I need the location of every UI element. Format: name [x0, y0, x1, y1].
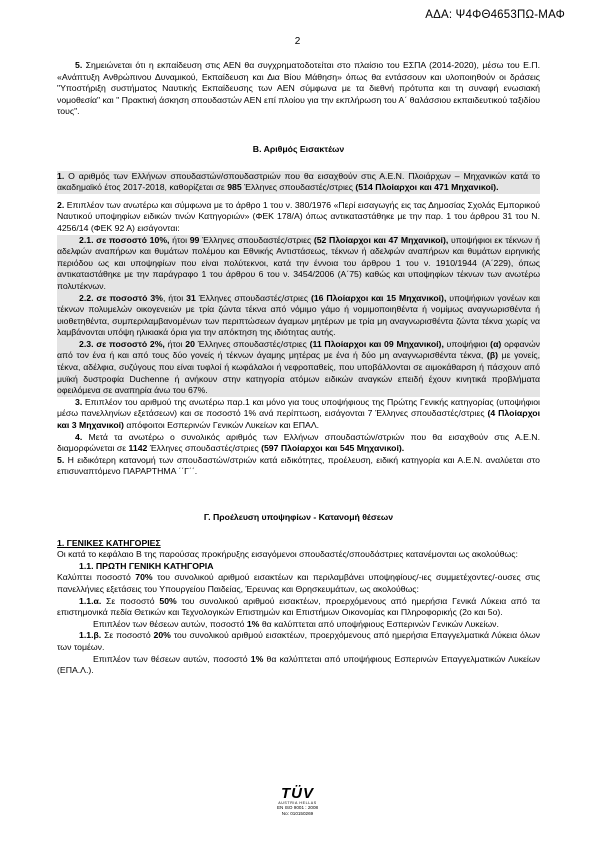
page-number: 2	[294, 36, 301, 47]
section-b-item-5: 5. Η ειδικότερη κατανομή των σπουδαστών/στριών κατά ειδικότητες, προέλευση, ειδική κατηγορία και Α.Ε.Ν. αναλύεται στο επισυναπτόμενο ΠΑΡΑΡΤΗΜΑ ΄΄Γ΄΄.	[57, 454, 541, 477]
ada-code: ΑΔΑ: Ψ4ΦΘ4653ΠΩ-ΜΑΦ	[425, 9, 565, 21]
category-1-1-b: 1.1.β. Σε ποσοστό 20% του συνολικού αριθμού εισακτέων, προερχόμενους από ημερήσια Επαγγελματικά Λύκεια όλων των τομέων.	[57, 630, 540, 652]
section-g-title: Γ. Προέλευση υποψηφίων - Κατανομή θέσεων	[203, 512, 394, 522]
certificate-number: No: 010150269	[281, 811, 314, 816]
general-categories-heading: 1. ΓΕΝΙΚΕΣ ΚΑΤΗΓΟΡΙΕΣ	[57, 537, 161, 548]
paragraph-5: 5. Σημειώνεται ότι η εκπαίδευση στις ΑΕΝ θα συγχρηματοδοτείται στο πλαίσιο του ΕΣΠΑ (2014-2020), μέσω του Ε.Π. «Ανάπτυξη Ανθρώπινου Δυναμικού, Εκπαίδευση και Δια Βίου Μάθηση» όπως θα εντάσσουν και υλοποιηθούν οι δράσεις "Υποστήριξη συστήματος Ναυτικής Εκπαίδευσης των ΑΕΝ σύμφωνα με τα διεθνή πρότυπα και τη συναφή ενωσιακή νομοθεσία" και " Πρακτική άσκηση σπουδαστών ΑΕΝ επί πλοίου για την εκπλήρωση του Α΄ θαλάσσιου εκπαιδευτικού ταξιδίου τους".	[57, 60, 540, 117]
section-b-item-1: 1. Ο αριθμός των Ελλήνων σπουδαστών/σπουδαστριών που θα εισαχθούν στις Α.Ε.Ν. Πλοιάρχων – Μηχανικών κατά το ακαδημαϊκό έτος 2017-2018, καθορίζεται σε 985 Έλληνες σπουδαστές/στριες (514 Πλοίαρχοι και 471 Μηχανικοί).	[57, 170, 540, 193]
section-b-item-4: 4. Μετά τα ανωτέρω ο συνολικός αριθμός των Ελλήνων σπουδαστών/στριών που θα εισαχθούν στις Α.Ε.Ν. διαμορφώνεται σε 1142 Έλληνες σπουδαστές/στριες (597 Πλοίαρχοι και 545 Μηχανικοί).	[57, 431, 540, 454]
document-body	[57, 60, 540, 677]
section-b-item-2-2: 2.2. σε ποσοστό 3%, ήτοι 31 Έλληνες σπουδαστές/στριες (16 Πλοίαρχοι και 15 Μηχανικοί), υποψήφιων γονέων και τέκνων πολυμελών οικογενειών με τρία ζώντα τέκνα από νόμιμο γάμο ή νομιμοποιηθέντα ή νομίμως αναγνωρισθέντα ή υιοθετηθέντα, συμπεριλαμβανομένων των περιπτώσεων άγαμων μητέρων με τρία μη αναγνωρισθέντα ζώντα τέκνα χωρίς να λαμβάνονται υπόψη ηλικιακά όρια για την απόκτηση της ιδιότητας αυτής.	[57, 292, 540, 338]
category-1-1-b-extra: Επιπλέον των θέσεων αυτών, ποσοστό 1% θα καλύπτεται από υποψήφιους Εσπερινών Επαγγελματικών Λυκείων (ΕΠΑ.Λ.).	[57, 653, 540, 676]
section-g-intro: Οι κατά το κεφάλαιο Β της παρούσας προκήρυξης εισαγόμενοι σπουδαστές/σπουδάστριες κατανέμονται ως ακολούθως:	[57, 549, 518, 560]
tuv-logo-subtitle: AUSTRIA HELLAS	[278, 801, 317, 805]
category-1-1-a-extra: Επιπλέον των θέσεων αυτών, ποσοστό 1% θα καλύπτεται από υποψήφιους Εσπερινών Γενικών Λυκείων.	[93, 618, 499, 629]
iso-certificate: EN ISO 9001 : 2008	[276, 805, 319, 810]
section-b-item-3: 3. Επιπλέον του αριθμού της ανωτέρω παρ.1 και μόνο για τους υποψήφιους της Πρώτης Γενικής κατηγορίας (υποψήφιοι μέσω πανελληνίων εξετάσεων) και σε ποσοστό 1% ανά περίπτωση, εισάγονται 7 Έλληνες σπουδαστές/στριες (4 Πλοίαρχοι και 3 Μηχανικοί) απόφοιτοι Εσπερινών Γενικών Λυκείων και ΕΠΑΛ.	[57, 396, 540, 431]
first-general-category-heading: 1.1. ΠΡΩΤΗ ΓΕΝΙΚΗ ΚΑΤΗΓΟΡΙΑ	[79, 560, 214, 571]
certification-footer	[0, 787, 595, 817]
section-b-title: Β. Αριθμός Εισακτέων	[252, 143, 345, 154]
section-b-item-2-3: 2.3. σε ποσοστό 2%, ήτοι 20 Έλληνες σπουδαστές/στριες (11 Πλοίαρχοι και 09 Μηχανικοί), υποψήφιοι (α) ορφανών από τον ένα ή και από τους δύο γονείς ή τέκνων άγαμης μητέρας με ένα ή δύο μη αναγνωρισθέντα τέκνα, (β) με γονείς, τέκνα, αδέλφια, συζύγους που είναι τυφλοί ή κωφάλαλοι ή νεφροπαθείς, που υποβάλλονται σε αιμοκάθαρση ή πάσχουν από μυϊκή δυστροφία Duchenne ή ανήκουν στην κατηγορία ατόμων ειδικών αναγκών επειδή έχουν κινητικά προβλήματα οφειλόμενα σε αναπηρία άνω του 67%.	[57, 338, 540, 396]
section-b-item-2: 2. Επιπλέον των ανωτέρω και σύμφωνα με το άρθρο 1 του ν. 380/1976 «Περί εισαγωγής εις τας Δημοσίας Σχολάς Εμπορικού Ναυτικού υποψηφίων ειδικών τινών Κατηγοριών» (ΦΕΚ 178/Α) όπως αντικαταστάθηκε με την παρ. 1 του άρθρου 31 του Ν. 4256/14 (ΦΕΚ 92 Α) εισάγονται:	[57, 199, 540, 233]
category-1-1-a: 1.1.α. Σε ποσοστό 50% του συνολικού αριθμού εισακτέων, προερχόμενους από ημερήσια Γενικά Λύκεια από τα επιστημονικά πεδία Θετικών και Τεχνολογικών Επιστημών και Επιστήμων Οικονομίας και Πληροφορικής (2ο και 5ο).	[57, 595, 541, 618]
tuv-logo: TÜV	[281, 785, 314, 802]
first-category-paragraph: Καλύπτει ποσοστό 70% του συνολικού αριθμού εισακτέων και περιλαμβάνει υποψηφίους/-ιες συμμετέχοντες/-ουσες στις πανελλήνιες εξετάσεις του Υπουργείου Παιδείας, Έρευνας και Θρησκευμάτων, ως ακολούθως:	[57, 572, 540, 594]
section-b-item-2-1: 2.1. σε ποσοστό 10%, ήτοι 99 Έλληνες σπουδαστές/στριες (52 Πλοίαρχοι και 47 Μηχανικοί), υποψήφιοι εκ τέκνων ή αδελφών αναπήρων και θυμάτων πολέμου και Εθνικής Αντιστάσεως, τέκνων ή αδελφών αναπήρων και θυμάτων ειρηνικής περιόδου ως και υποψηφίων που είναι πολύτεκνοι, κατά την έννοια του άρθρου 1 του ν. 1910/1944 (Α΄229), όπως αντικαταστάθηκε με την παράγραφο 1 του άρθρου 6 του ν. 3454/2006 (Α΄75) καθώς και υποψηφίων τέκνων των ανωτέρω πολυτέκνων.	[57, 234, 540, 291]
